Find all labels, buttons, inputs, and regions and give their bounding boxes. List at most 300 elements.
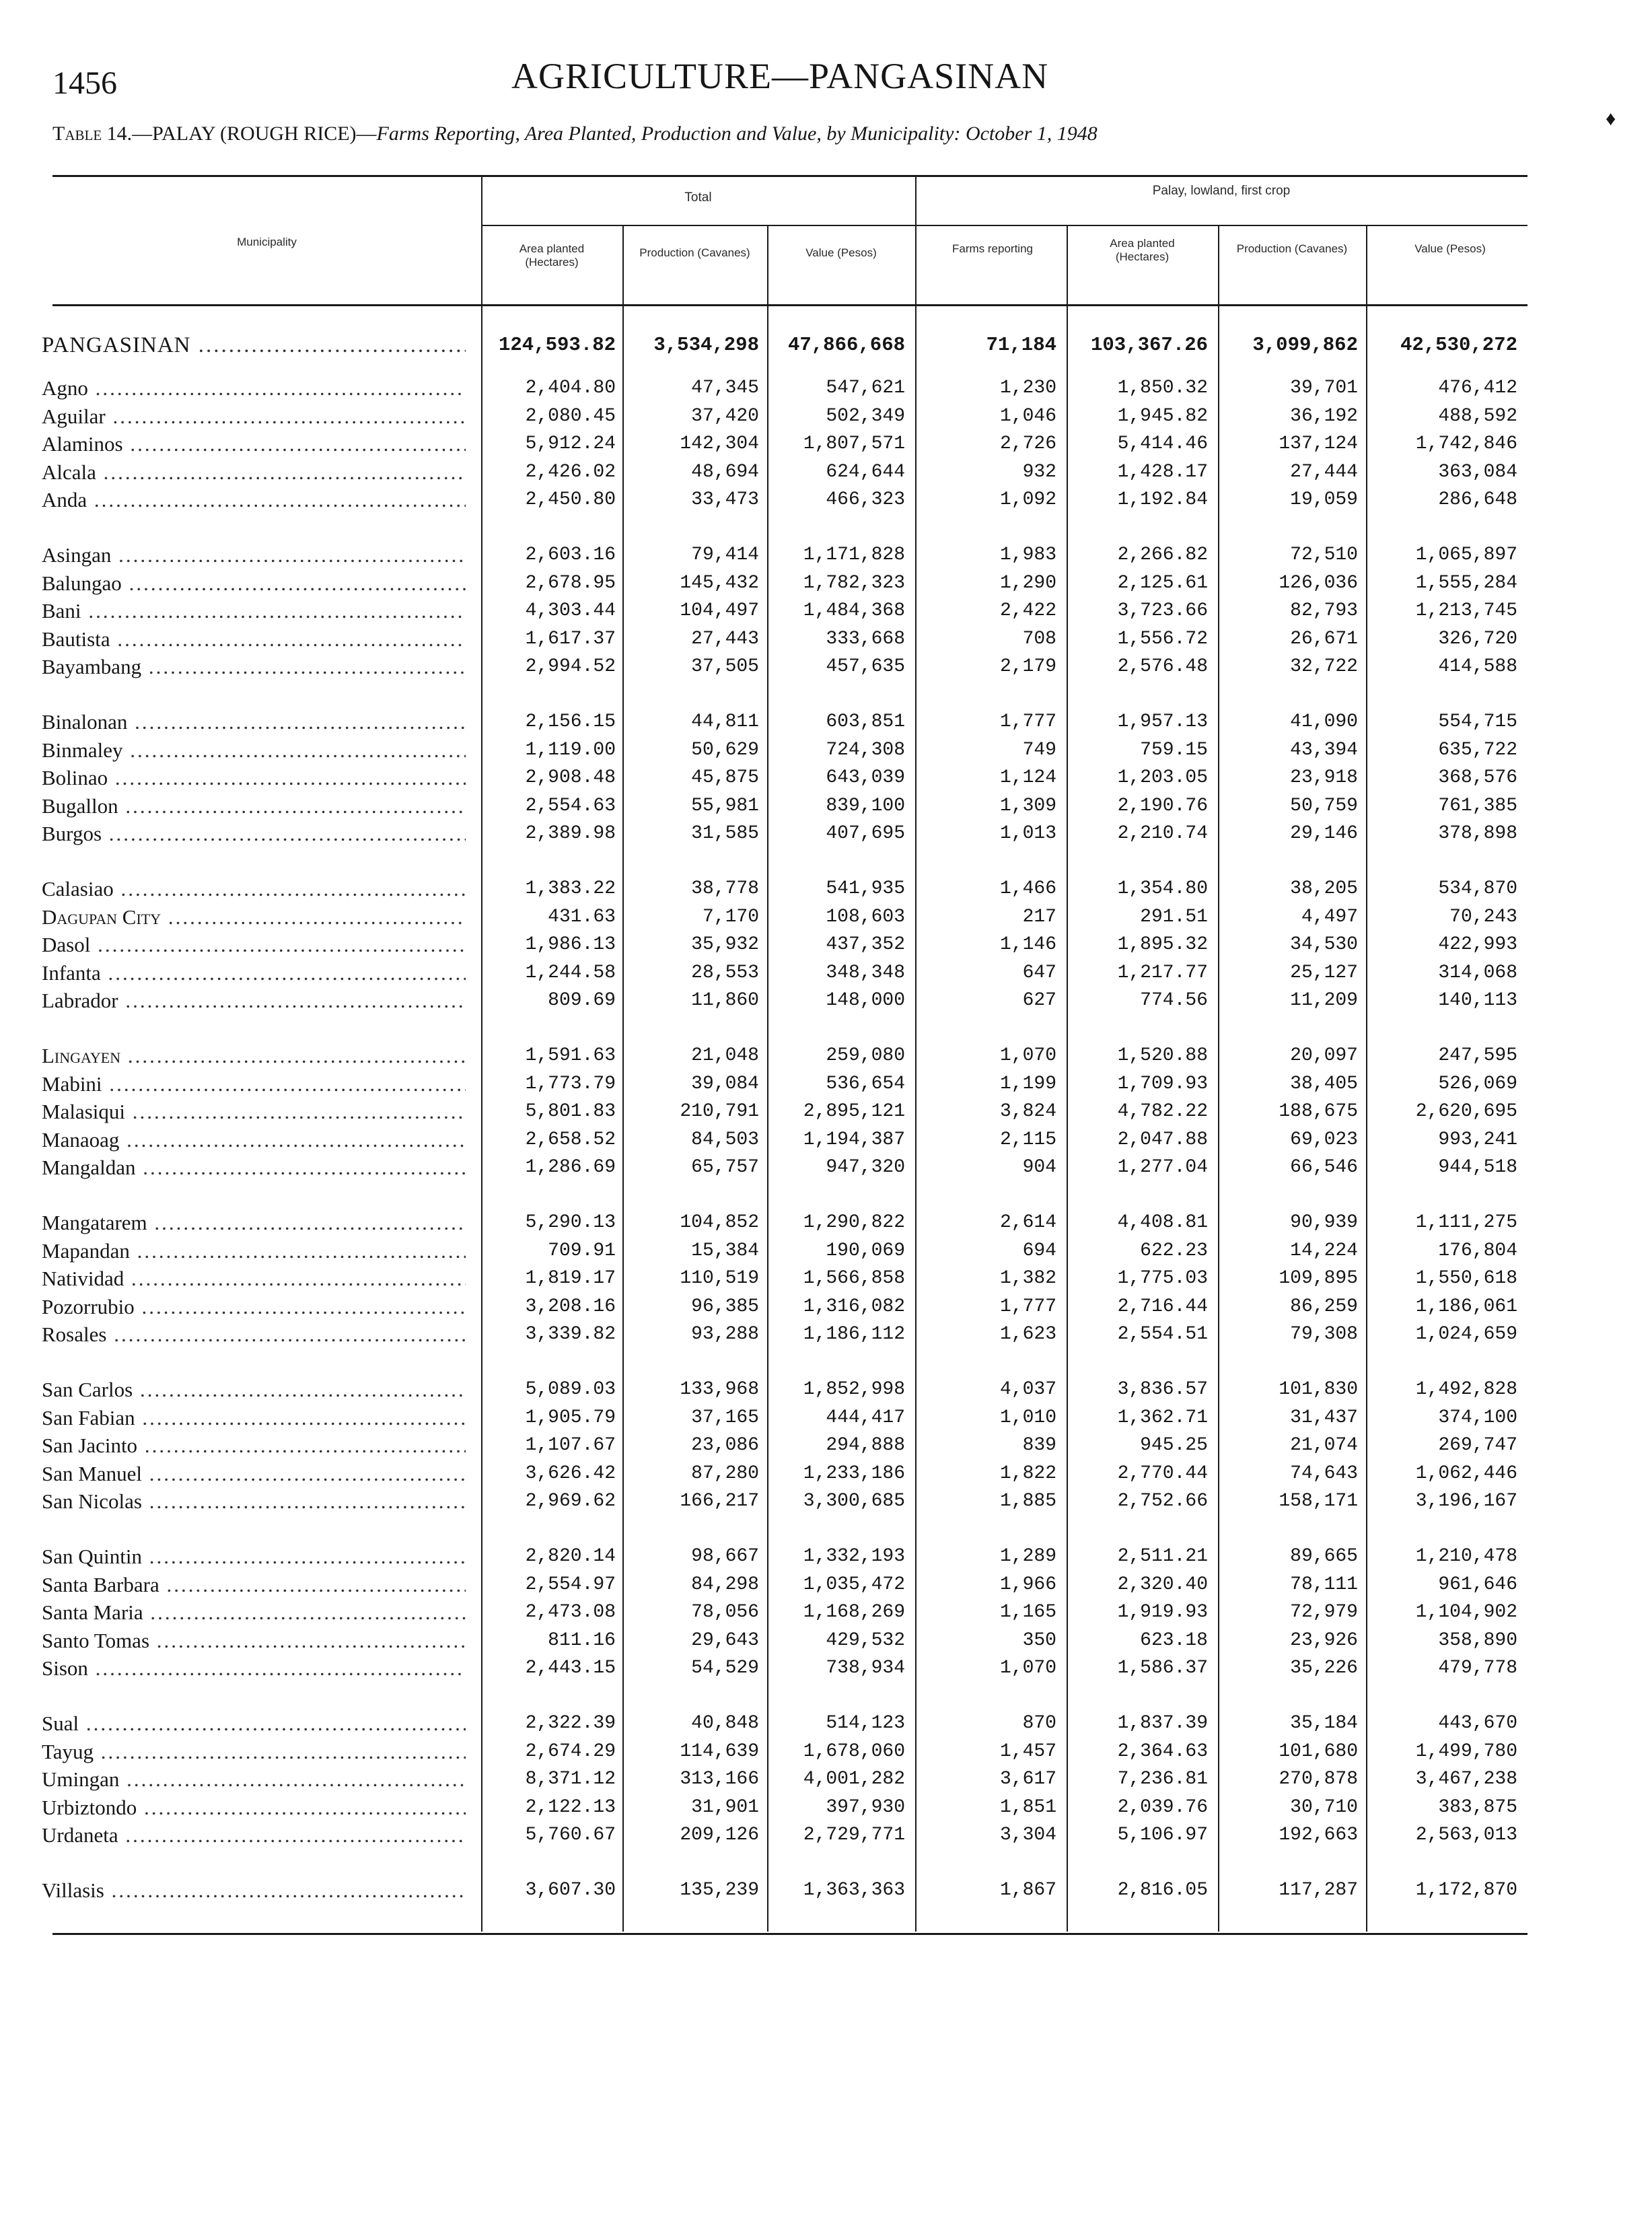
farms-reporting-header: Farms reporting [952,242,1033,255]
total-production-cell: 33,473 [691,489,759,510]
table-row [0,1490,1652,1513]
farms-reporting-cell: 2,179 [999,656,1056,677]
municipality-name: Bugallon ..... [42,795,466,818]
lowland-area-cell: 2,576.48 [1117,656,1208,677]
total-value-cell: 333,668 [826,629,905,649]
lowland-production-cell: 101,680 [1279,1741,1358,1762]
table-row [0,1073,1652,1096]
table-row [0,962,1652,985]
lowland-production-cell: 35,184 [1290,1713,1358,1734]
lowland-area-cell: 1,192.84 [1117,489,1208,510]
total-area-cell: 1,986.13 [525,934,616,955]
lowland-production-cell: 32,722 [1290,656,1358,677]
lowland-area-header: Area planted (Hectares) [1110,237,1175,263]
table-subject: —PALAY (ROUGH RICE)— [132,122,377,145]
lowland-value-cell: 554,715 [1438,711,1517,732]
municipality-name: Mangaldan ..... [42,1156,466,1179]
total-value-cell: 1,035,472 [803,1574,905,1595]
farms-reporting-cell: 839 [1022,1435,1056,1456]
municipality-name: Urbiztondo ..... [42,1796,466,1819]
total-production-cell: 21,048 [691,1045,759,1066]
municipality-name: Binalonan ..... [42,711,466,734]
lowland-production-cell: 82,793 [1290,600,1358,621]
lowland-production-cell: 11,209 [1290,990,1358,1011]
farms-reporting-cell: 627 [1022,990,1056,1011]
lowland-production-cell: 109,895 [1279,1268,1358,1289]
total-area-cell: 2,554.63 [525,796,616,816]
municipality-name: Urdaneta ..... [42,1824,466,1847]
total-area-cell: 5,801.83 [525,1101,616,1122]
municipality-name: Burgos ..... [42,822,466,845]
farms-reporting-cell: 904 [1022,1157,1056,1178]
total-value-cell: 1,316,082 [803,1296,905,1317]
total-production-cell: 50,629 [691,740,759,761]
total-production-cell: 35,932 [691,934,759,955]
lowland-value-cell: 1,186,061 [1415,1296,1517,1317]
total-production-cell: 11,860 [691,990,759,1011]
total-production-cell: 40,848 [691,1713,759,1734]
farms-reporting-cell: 647 [1022,962,1056,983]
lowland-area-cell: 2,266.82 [1117,544,1208,565]
lowland-area-cell: 5,414.46 [1117,433,1208,454]
table-bottom-rule [52,1933,1528,1935]
total-area-cell: 3,208.16 [525,1296,616,1317]
farms-reporting-cell: 217 [1022,907,1056,927]
total-production-cell: 37,165 [691,1407,759,1428]
total-value-cell: 259,080 [826,1045,905,1066]
total-area-cell: 1,591.63 [525,1045,616,1066]
total-production-cell: 15,384 [691,1240,759,1261]
lowland-value-cell: 326,720 [1438,629,1517,649]
total-value-cell: 2,895,121 [803,1101,905,1122]
municipality-name: Pozorrubio ..... [42,1296,466,1318]
total-production-cell: 23,086 [691,1435,759,1456]
total-value-cell: 457,635 [826,656,905,677]
total-value-cell: 738,934 [826,1658,905,1679]
total-value-cell: 1,186,112 [803,1324,905,1345]
municipality-name: Tayug ..... [42,1740,466,1763]
lowland-value-cell: 383,875 [1438,1797,1517,1818]
lowland-area-cell: 3,836.57 [1117,1379,1208,1400]
lowland-area-cell: 103,367.26 [1090,334,1208,356]
total-area-cell: 1,383.22 [525,878,616,899]
total-value-cell: 1,782,323 [803,573,905,594]
lowland-value-cell: 2,620,695 [1415,1101,1517,1122]
total-value-cell: 514,123 [826,1713,905,1734]
lowland-production-cell: 89,665 [1290,1546,1358,1567]
lowland-production-cell: 21,074 [1290,1435,1358,1456]
total-production-cell: 37,420 [691,406,759,427]
municipality-name: Infanta ..... [42,962,466,985]
lowland-production-cell: 79,308 [1290,1324,1358,1345]
total-area-cell: 5,089.03 [525,1379,616,1400]
total-area-cell: 2,658.52 [525,1129,616,1150]
table-row [0,1740,1652,1763]
total-production-cell: 27,443 [691,629,759,649]
total-value-header: Value (Pesos) [805,246,877,259]
table-row [0,1267,1652,1290]
lowland-value-cell: 993,241 [1438,1129,1517,1150]
municipality-name: Dagupan City ..... [42,906,466,929]
lowland-value-cell: 422,993 [1438,934,1517,955]
farms-reporting-cell: 3,617 [999,1769,1056,1790]
lowland-value-cell: 635,722 [1438,740,1517,761]
lowland-value-cell: 3,196,167 [1415,1491,1517,1512]
table-top-rule [52,175,1528,177]
total-production-header: Production (Cavanes) [639,246,750,259]
lowland-production-cell: 72,510 [1290,544,1358,565]
total-production-cell: 166,217 [680,1491,759,1512]
total-production-cell: 93,288 [691,1324,759,1345]
total-value-cell: 3,300,685 [803,1491,905,1512]
total-value-cell: 108,603 [826,907,905,927]
total-value-cell: 466,323 [826,489,905,510]
table-row [0,1129,1652,1152]
lowland-area-cell: 1,277.04 [1117,1157,1208,1178]
lowland-area-cell: 2,716.44 [1117,1296,1208,1317]
lowland-area-cell: 2,190.76 [1117,796,1208,816]
total-value-cell: 1,363,363 [803,1880,905,1901]
total-value-cell: 643,039 [826,767,905,788]
total-value-cell: 444,417 [826,1407,905,1428]
total-value-cell: 502,349 [826,406,905,427]
total-value-cell: 437,352 [826,934,905,955]
table-row [0,544,1652,567]
municipality-name: Labrador ..... [42,989,466,1012]
table-row [0,1434,1652,1457]
total-area-cell: 5,912.24 [525,433,616,454]
farms-reporting-cell: 1,822 [999,1463,1056,1484]
lowland-production-cell: 50,759 [1290,796,1358,816]
lowland-value-cell: 1,065,897 [1415,544,1517,565]
municipality-name: Villasis ..... [42,1879,466,1902]
lowland-area-cell: 1,850.32 [1117,378,1208,398]
lowland-production-cell: 126,036 [1279,573,1358,594]
total-production-cell: 142,304 [680,433,759,454]
farms-reporting-cell: 1,777 [999,1296,1056,1317]
lowland-production-cell: 26,671 [1290,629,1358,649]
total-area-cell: 2,426.02 [525,462,616,483]
province-total-row [0,334,1652,357]
total-value-cell: 1,807,571 [803,433,905,454]
lowland-area-cell: 7,236.81 [1117,1769,1208,1790]
municipality-name: Bolinao ..... [42,767,466,789]
total-area-cell: 2,820.14 [525,1546,616,1567]
total-area-cell: 431.63 [548,907,616,927]
lowland-area-cell: 2,320.40 [1117,1574,1208,1595]
table-row [0,600,1652,623]
municipality-name: Rosales ..... [42,1323,466,1346]
lowland-value-cell: 140,113 [1438,990,1517,1011]
total-area-cell: 2,156.15 [525,711,616,732]
lowland-value-cell: 286,648 [1438,489,1517,510]
total-area-cell: 8,371.12 [525,1769,616,1790]
total-value-cell: 397,930 [826,1797,905,1818]
lowland-value-cell: 1,210,478 [1415,1546,1517,1567]
total-area-cell: 709.91 [548,1240,616,1261]
lowland-value-cell: 42,530,272 [1400,334,1517,356]
total-area-cell: 3,626.42 [525,1463,616,1484]
lowland-production-cell: 34,530 [1290,934,1358,955]
total-area-header: Area planted (Hectares) [519,242,585,269]
municipality-name: Aguilar ..... [42,405,466,428]
farms-reporting-cell: 870 [1022,1713,1056,1734]
lowland-value-header: Value (Pesos) [1414,242,1486,255]
farms-reporting-cell: 2,422 [999,600,1056,621]
lowland-production-cell: 19,059 [1290,489,1358,510]
table-row [0,1045,1652,1067]
lowland-area-cell: 1,428.17 [1117,462,1208,483]
total-value-cell: 1,233,186 [803,1463,905,1484]
lowland-value-cell: 374,100 [1438,1407,1517,1428]
lowland-value-cell: 3,467,238 [1415,1769,1517,1790]
total-value-cell: 4,001,282 [803,1769,905,1790]
table-row [0,933,1652,956]
table-row [0,711,1652,734]
table-row [0,433,1652,456]
lowland-production-cell: 39,701 [1290,378,1358,398]
lowland-value-cell: 1,024,659 [1415,1324,1517,1345]
total-production-cell: 38,778 [691,878,759,899]
municipality-name: Santa Maria ..... [42,1601,466,1624]
lowland-value-cell: 443,670 [1438,1713,1517,1734]
table-row [0,1296,1652,1318]
farms-reporting-cell: 1,146 [999,934,1056,955]
table-row [0,1211,1652,1234]
lowland-area-cell: 1,895.32 [1117,934,1208,955]
lowland-value-cell: 1,062,446 [1415,1463,1517,1484]
table-row [0,405,1652,428]
lowland-value-cell: 479,778 [1438,1658,1517,1679]
lowland-area-cell: 1,556.72 [1117,629,1208,649]
lowland-area-cell: 2,125.61 [1117,573,1208,594]
municipality-name: San Jacinto ..... [42,1434,466,1457]
lowland-value-cell: 534,870 [1438,878,1517,899]
table-row [0,656,1652,678]
lowland-area-cell: 2,816.05 [1117,1880,1208,1901]
farms-reporting-cell: 1,983 [999,544,1056,565]
municipality-name: Bautista ..... [42,628,466,651]
municipality-name: Sual ..... [42,1712,466,1735]
total-area-cell: 1,617.37 [525,629,616,649]
lowland-production-cell: 78,111 [1290,1574,1358,1595]
farms-reporting-cell: 3,824 [999,1101,1056,1122]
lowland-production-cell: 101,830 [1279,1379,1358,1400]
table-row [0,1796,1652,1819]
municipality-name: Binmaley ..... [42,739,466,762]
lowland-area-cell: 2,047.88 [1117,1129,1208,1150]
total-value-cell: 541,935 [826,878,905,899]
farms-reporting-cell: 708 [1022,629,1056,649]
total-production-cell: 44,811 [691,711,759,732]
total-area-cell: 2,969.62 [525,1491,616,1512]
lowland-value-cell: 1,555,284 [1415,573,1517,594]
municipality-name: Santa Barbara ..... [42,1574,466,1596]
total-production-cell: 37,505 [691,656,759,677]
lowland-value-cell: 1,111,275 [1415,1212,1517,1233]
lowland-area-cell: 1,520.88 [1117,1045,1208,1066]
lowland-area-cell: 945.25 [1140,1435,1208,1456]
municipality-name: Santo Tomas ..... [42,1629,466,1652]
lowland-production-cell: 38,205 [1290,878,1358,899]
total-production-cell: 45,875 [691,767,759,788]
table-row [0,1156,1652,1179]
lowland-value-cell: 1,742,846 [1415,433,1517,454]
municipality-name: Mabini ..... [42,1073,466,1096]
total-production-cell: 28,553 [691,962,759,983]
total-production-cell: 3,534,298 [653,334,759,356]
total-production-cell: 78,056 [691,1602,759,1623]
municipality-name: San Nicolas ..... [42,1490,466,1513]
lowland-production-cell: 14,224 [1290,1240,1358,1261]
farms-reporting-cell: 350 [1022,1630,1056,1651]
farms-reporting-cell: 1,966 [999,1574,1056,1595]
table-row [0,572,1652,595]
total-area-cell: 124,593.82 [498,334,616,356]
table-row [0,739,1652,762]
total-area-cell: 1,286.69 [525,1157,616,1178]
total-production-cell: 54,529 [691,1658,759,1679]
farms-reporting-cell: 2,726 [999,433,1056,454]
table-row [0,1879,1652,1902]
lowland-area-cell: 622.23 [1140,1240,1208,1261]
table-row [0,1712,1652,1735]
farms-reporting-cell: 1,070 [999,1045,1056,1066]
total-area-cell: 1,119.00 [525,740,616,761]
farms-reporting-cell: 1,092 [999,489,1056,510]
lowland-production-cell: 35,226 [1290,1658,1358,1679]
lowland-area-cell: 2,752.66 [1117,1491,1208,1512]
total-production-cell: 209,126 [680,1825,759,1845]
total-production-cell: 110,519 [680,1268,759,1289]
lowland-value-cell: 761,385 [1438,796,1517,816]
municipality-name: Mangatarem ..... [42,1211,466,1234]
municipality-name: Anda ..... [42,489,466,512]
lowland-production-cell: 192,663 [1279,1825,1358,1845]
total-area-cell: 2,389.98 [525,823,616,844]
lowland-group-header: Palay, lowland, first crop [1152,184,1291,198]
lowland-value-cell: 476,412 [1438,378,1517,398]
lowland-value-cell: 2,563,013 [1415,1825,1517,1845]
farms-reporting-cell: 1,382 [999,1268,1056,1289]
lowland-area-cell: 2,511.21 [1117,1546,1208,1567]
lowland-production-cell: 4,497 [1301,907,1358,927]
total-area-cell: 2,908.48 [525,767,616,788]
municipality-name: Bani ..... [42,600,466,623]
lowland-value-cell: 358,890 [1438,1630,1517,1651]
total-area-cell: 3,339.82 [525,1324,616,1345]
municipality-name: Bayambang ..... [42,656,466,678]
municipality-name: Sison ..... [42,1657,466,1680]
total-value-cell: 348,348 [826,962,905,983]
total-value-cell: 2,729,771 [803,1825,905,1845]
total-production-cell: 48,694 [691,462,759,483]
lowland-area-cell: 1,709.93 [1117,1073,1208,1094]
table-row [0,1657,1652,1680]
lowland-area-cell: 1,586.37 [1117,1658,1208,1679]
total-area-cell: 2,674.29 [525,1741,616,1762]
total-production-cell: 31,585 [691,823,759,844]
farms-reporting-cell: 1,777 [999,711,1056,732]
lowland-production-cell: 3,099,862 [1252,334,1358,356]
total-area-cell: 1,905.79 [525,1407,616,1428]
municipality-name: Balungao ..... [42,572,466,595]
total-area-cell: 2,678.95 [525,573,616,594]
farms-reporting-cell: 1,046 [999,406,1056,427]
total-production-cell: 133,968 [680,1379,759,1400]
lowland-value-cell: 176,804 [1438,1240,1517,1261]
municipality-name: San Carlos ..... [42,1378,466,1401]
total-production-cell: 7,170 [702,907,759,927]
lowland-area-cell: 4,408.81 [1117,1212,1208,1233]
total-production-cell: 114,639 [680,1741,759,1762]
lowland-area-cell: 623.18 [1140,1630,1208,1651]
total-area-cell: 1,244.58 [525,962,616,983]
municipality-name: San Manuel ..... [42,1462,466,1485]
lowland-value-cell: 269,747 [1438,1435,1517,1456]
total-value-cell: 1,171,828 [803,544,905,565]
total-value-cell: 624,644 [826,462,905,483]
lowland-value-cell: 314,068 [1438,962,1517,983]
farms-reporting-cell: 1,623 [999,1324,1056,1345]
total-area-cell: 4,303.44 [525,600,616,621]
lowland-area-cell: 774.56 [1140,990,1208,1011]
municipality-name: Asingan ..... [42,544,466,567]
lowland-production-cell: 188,675 [1279,1101,1358,1122]
lowland-value-cell: 70,243 [1449,907,1517,927]
farms-reporting-cell: 1,010 [999,1407,1056,1428]
municipality-name: PANGASINAN ..... [42,334,466,357]
table-row [0,878,1652,901]
lowland-area-cell: 1,919.93 [1117,1602,1208,1623]
lowland-area-cell: 1,945.82 [1117,406,1208,427]
total-area-cell: 809.69 [548,990,616,1011]
municipality-name: Lingayen ..... [42,1045,466,1067]
total-production-cell: 135,239 [680,1880,759,1901]
total-value-cell: 603,851 [826,711,905,732]
farms-reporting-cell: 3,304 [999,1825,1056,1845]
table-row [0,628,1652,651]
total-value-cell: 1,290,822 [803,1212,905,1233]
running-head: AGRICULTURE—PANGASINAN [511,56,1049,96]
municipality-name: Alaminos ..... [42,433,466,456]
table-row [0,1601,1652,1624]
lowland-production-cell: 23,918 [1290,767,1358,788]
total-value-cell: 547,621 [826,378,905,398]
table-row [0,1100,1652,1123]
total-area-cell: 811.16 [548,1630,616,1651]
farms-reporting-cell: 1,457 [999,1741,1056,1762]
lowland-production-cell: 38,405 [1290,1073,1358,1094]
table-row [0,795,1652,818]
lowland-area-cell: 2,364.63 [1117,1741,1208,1762]
lowland-production-cell: 90,939 [1290,1212,1358,1233]
municipality-name: Agno ..... [42,377,466,400]
total-value-cell: 148,000 [826,990,905,1011]
total-value-cell: 947,320 [826,1157,905,1178]
lowland-value-cell: 414,588 [1438,656,1517,677]
total-value-cell: 839,100 [826,796,905,816]
table-row [0,1545,1652,1568]
table-row [0,1824,1652,1847]
total-production-cell: 55,981 [691,796,759,816]
table-row [0,906,1652,929]
total-value-cell: 1,566,858 [803,1268,905,1289]
lowland-area-cell: 1,775.03 [1117,1268,1208,1289]
table-row [0,1378,1652,1401]
total-production-cell: 87,280 [691,1463,759,1484]
lowland-area-cell: 2,210.74 [1117,823,1208,844]
